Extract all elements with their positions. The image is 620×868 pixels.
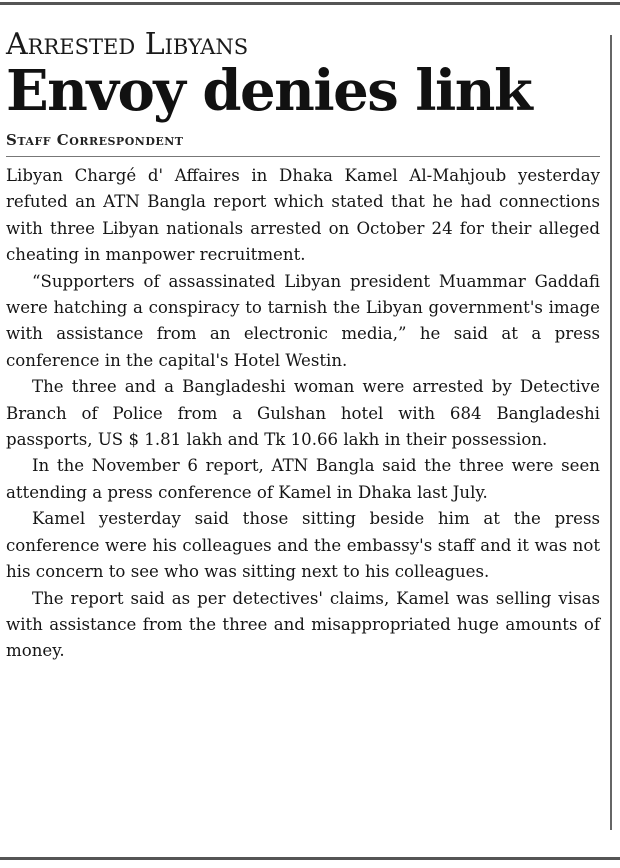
byline-divider [6,156,600,157]
article-kicker: Arrested Libyans [6,27,249,62]
article-paragraph-5: Kamel yesterday said those sitting beside him at the press conference were his colleagues and the embassy's staff and it was not his concern to see who was sitting next to his colleagues. [6,509,600,582]
article-paragraph-3: The three and a Bangladeshi woman were arrested by Detective Branch of Police from a Gulshan hotel with 684 Bangladeshi passports, US $ 1.81 lakh and Tk 10.66 lakh in their possession. [6,377,600,450]
column-rule [610,35,612,830]
article-paragraph-4: In the November 6 report, ATN Bangla said the three were seen attending a press conference of Kamel in Dhaka last July. [6,456,600,502]
news-article [6,28,600,665]
article-paragraph-1: Libyan Chargé d' Affaires in Dhaka Kamel Al-Mahjoub yesterday refuted an ATN Bangla report which stated that he had connections with three Libyan nationals arrested on October 24 for their alleged cheating in manpower recruitment. [6,166,600,265]
article-paragraph-2: “Supporters of assassinated Libyan president Muammar Gaddafi were hatching a conspiracy to tarnish the Libyan government's image with assistance from an electronic media,” he said at a press conference in the capital's Hotel Westin. [6,271,600,370]
top-rule [0,2,620,5]
article-paragraph-6: The report said as per detectives' claims, Kamel was selling visas with assistance from the three and misappropriated huge amounts of money. [6,588,600,661]
article-byline: Staff Correspondent [6,131,184,149]
article-headline: Envoy denies link [6,58,532,124]
article-body [6,163,600,665]
bottom-rule [0,857,620,860]
